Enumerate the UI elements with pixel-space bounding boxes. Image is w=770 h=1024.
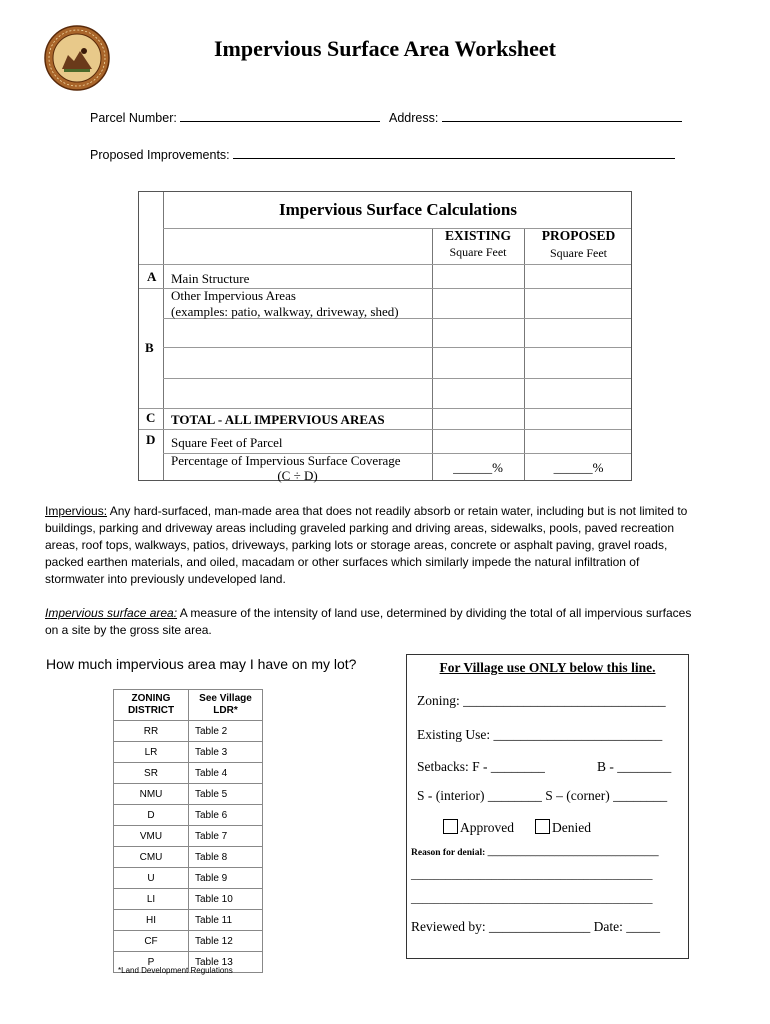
impervious-calculations-table: [138, 191, 632, 481]
zoning-table-ref-cell: Table 11: [189, 910, 263, 931]
village-use-box: [406, 654, 689, 959]
impervious-area-text: A measure of the intensity of land use, determined by dividing the total of all impervious surfaces on a site by the gross site area.: [45, 606, 692, 637]
zoning-district-cell: P: [114, 952, 189, 973]
zoning-district-cell: D: [114, 805, 189, 826]
zoning-row: [114, 742, 263, 763]
reason-blank-line-1[interactable]: __________________________________________: [411, 869, 653, 881]
address-field[interactable]: [389, 109, 682, 125]
zoning-row: [114, 868, 263, 889]
zoning-question: How much impervious area may I have on my lot?: [46, 656, 357, 672]
zoning-table-ref-cell: Table 4: [189, 763, 263, 784]
zoning-table-ref-cell: Table 8: [189, 847, 263, 868]
zoning-table: [113, 689, 263, 973]
existing-units: Square Feet: [449, 245, 507, 259]
impervious-area-definition: [45, 605, 695, 639]
zoning-table-ref-cell: Table 5: [189, 784, 263, 805]
zoning-table-ref-cell: Table 2: [189, 721, 263, 742]
parcel-square-feet-label: Square Feet of Parcel: [171, 435, 283, 450]
reviewed-by-date-field[interactable]: Reviewed by: _______________ Date: _____: [411, 919, 660, 934]
zoning-table-ref-cell: Table 12: [189, 931, 263, 952]
zoning-table-ref-cell: Table 10: [189, 889, 263, 910]
row-c-letter: C: [146, 410, 156, 425]
zoning-district-cell: CF: [114, 931, 189, 952]
zoning-row: [114, 847, 263, 868]
setback-back-field[interactable]: B - ________: [597, 759, 672, 774]
proposed-improvements-blank[interactable]: [233, 146, 675, 159]
percentage-formula: (C ÷ D): [277, 468, 318, 483]
proposed-header: PROPOSED: [541, 228, 616, 243]
percentage-coverage-label: Percentage of Impervious Surface Coverage: [171, 453, 401, 468]
address-label: Address:: [389, 111, 439, 125]
zoning-district-cell: HI: [114, 910, 189, 931]
impervious-term: Impervious:: [45, 504, 108, 518]
zoning-table-ref-cell: Table 13: [189, 952, 263, 973]
proposed-units: Square Feet: [550, 246, 607, 260]
zoning-table-ref-cell: Table 7: [189, 826, 263, 847]
zoning-district-cell: LI: [114, 889, 189, 910]
parcel-number-label: Parcel Number:: [90, 111, 177, 125]
other-impervious-examples: (examples: patio, walkway, driveway, shed): [171, 304, 399, 319]
village-use-title: For Village use ONLY below this line.: [439, 660, 656, 675]
zoning-table-ref-cell: Table 3: [189, 742, 263, 763]
proposed-improvements-field[interactable]: [90, 146, 675, 162]
zoning-table-ref-cell: Table 6: [189, 805, 263, 826]
denied-checkbox[interactable]: [535, 819, 550, 834]
reason-blank-line-2[interactable]: __________________________________________: [411, 893, 653, 905]
approved-label: Approved: [460, 820, 514, 835]
impervious-definition: [45, 503, 695, 588]
zoning-row: [114, 721, 263, 742]
setback-side-fields[interactable]: S - (interior) ________ S – (corner) ________: [417, 788, 668, 803]
approved-option[interactable]: [443, 819, 514, 836]
denied-option[interactable]: [535, 819, 591, 836]
village-ldr-header: See Village LDR*: [189, 690, 263, 721]
calculations-title: Impervious Surface Calculations: [279, 200, 517, 219]
zoning-table-ref-cell: Table 9: [189, 868, 263, 889]
row-a-letter: A: [147, 269, 157, 284]
zoning-row: [114, 889, 263, 910]
village-zoning-field[interactable]: Zoning: ______________________________: [417, 693, 666, 708]
row-d-letter: D: [146, 432, 156, 447]
zoning-row: [114, 763, 263, 784]
existing-percentage-blank[interactable]: ______%: [453, 460, 503, 475]
impervious-area-term: Impervious surface area:: [45, 606, 178, 620]
existing-header: EXISTING: [444, 228, 512, 243]
zoning-district-cell: U: [114, 868, 189, 889]
main-structure-label: Main Structure: [171, 271, 250, 286]
zoning-district-cell: LR: [114, 742, 189, 763]
zoning-row: [114, 931, 263, 952]
zoning-row: [114, 784, 263, 805]
denied-label: Denied: [552, 820, 591, 835]
zoning-district-cell: SR: [114, 763, 189, 784]
row-b-letter: B: [145, 340, 154, 355]
setback-front-field[interactable]: Setbacks: F - ________: [417, 759, 545, 774]
address-blank[interactable]: [442, 109, 682, 122]
parcel-number-field[interactable]: [90, 109, 380, 125]
page-title: Impervious Surface Area Worksheet: [214, 36, 556, 61]
proposed-improvements-label: Proposed Improvements:: [90, 148, 230, 162]
zoning-district-cell: CMU: [114, 847, 189, 868]
parcel-number-blank[interactable]: [180, 109, 380, 122]
proposed-percentage-blank[interactable]: ______%: [553, 460, 604, 475]
reason-for-denial-field[interactable]: Reason for denial: ____________________________________: [411, 848, 659, 858]
zoning-district-cell: NMU: [114, 784, 189, 805]
other-impervious-label: Other Impervious Areas: [171, 288, 296, 303]
ldr-footnote: *Land Development Regulations: [118, 966, 233, 975]
zoning-row: [114, 826, 263, 847]
zoning-row: [114, 805, 263, 826]
zoning-district-cell: RR: [114, 721, 189, 742]
approved-checkbox[interactable]: [443, 819, 458, 834]
impervious-text: Any hard-surfaced, man-made area that does not readily absorb or retain water, including but is not limited to buildings, parking and driveway areas including graveled parking and driving areas, sidewalks, pools, paved recreation areas, roof tops, walkways, patios, driveways, parking lots or storage areas, concrete or asphalt paving, gravel roads, packed earthen materials, and oiled, macadam or other surfaces which similarly impede the natural infiltration of stormwater into previously undeveloped land.: [45, 504, 688, 586]
total-impervious-label: TOTAL - ALL IMPERVIOUS AREAS: [171, 412, 385, 427]
zoning-district-cell: VMU: [114, 826, 189, 847]
existing-use-field[interactable]: Existing Use: _________________________: [417, 727, 663, 742]
zoning-row: [114, 910, 263, 931]
zoning-district-header: ZONING DISTRICT: [114, 690, 189, 721]
